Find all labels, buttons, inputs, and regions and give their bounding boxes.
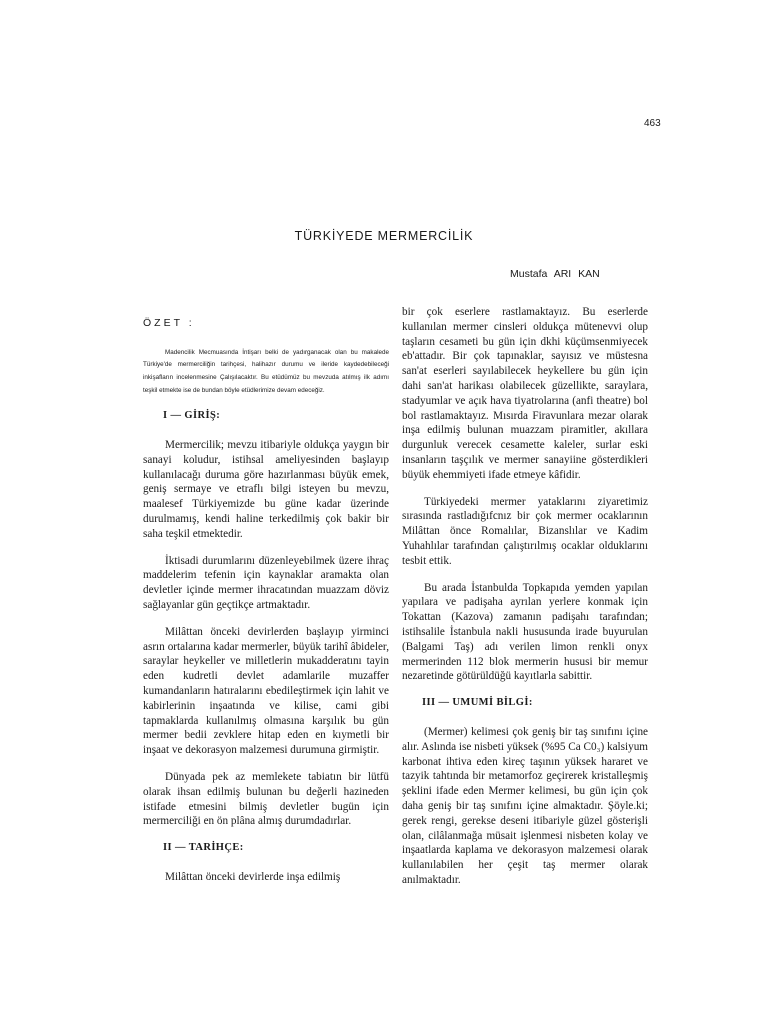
right-column xyxy=(402,305,648,900)
paragraph: Mermercilik; mevzu itibariyle oldukça yaygın bir sanayi koludur, istihsal ameliyesinden başlayıp kullanılacağı duruma göre hazırlanması büyük emek, geniş sermaye ve etraflı bilgi isteyen bu mevzu, maalesef Türkiyemizde bu güne kadar üzerinde durulmamış, kendi haline terkedilmiş çok bakir bir saha teşkil etmektedir. xyxy=(143,438,389,540)
paragraph: Milâttan önceki devirlerden başlayıp yirminci asrın ortalarına kadar mermerler, büyük tarihî âbideler, saraylar heykeller ve milletlerin mukadderatını tayin eden kudretli devlet adamlarile muzaffer kumandanların hatıralarını ebedileştirmek için lahit ve kabirlerinin inşaatında ve kilise, cami gibi tapmaklarda kullanılmış olmasına karşılık bu gün mermer bedii zevklere hitap eden en kıymetli bir inşaat ve dekorasyon malzemesi durumuna girmiştir. xyxy=(143,625,389,757)
article-title: TÜRKİYEDE MERMERCİLİK xyxy=(294,229,474,243)
section-heading-umumi-bilgi: III — UMUMİ BİLGİ: xyxy=(422,697,533,709)
section-heading-tarihce: II — TARİHÇE: xyxy=(163,842,244,854)
author-name: Mustafa ARI KAN xyxy=(510,268,600,280)
left-column xyxy=(143,312,389,897)
paragraph: Milâttan önceki devirlerde inşa edilmiş xyxy=(165,870,341,883)
paragraph: Türkiyedeki mermer yataklarını ziyaretimiz sırasında rastladığıfcnız bir çok mermer ocaklarının Milâttan önce Romalılar, Bizanslılar ve Kadim Yuhahlılar tarafından çalıştırılmış ocaklar olduklarını tesbit ettik. xyxy=(402,495,648,567)
abstract-heading: ÖZET : xyxy=(143,317,195,329)
section-heading-giris: I — GİRİŞ: xyxy=(163,410,221,422)
paragraph: İktisadi durumlarını düzenleyebilmek üzere ihraç maddelerim tefenin için kaynaklar aramakta olan devletler içinde mermer ihracatından muazzam döviz sağlayanlar gün geçtikçe artmaktadır. xyxy=(143,554,389,611)
paragraph: bir çok eserlere rastlamaktayız. Bu eserlerde kullanılan mermer cinsleri oldukça mütenevvi olup taşların cesameti bu gün için dkhi küçümsenmiyecek eb'attadır. Bir çok tapınaklar, sayısız ve müstesna san'at eserleri sayılabilecek heykellere bu gün için dahi san'at harikası olabilecek güzellikte, saraylara, stadyumlar ve açık hava tiyatrolarına (anfi theatre) bol bol rastlamaktayız. Mısırda Firavunlara mezar olarak inşa edilmiş bulunan muazzam piramitler, akıllara durgunluk verecek cesamette kaleler, surlar eski insanların taşçılık ve mermer sanayiine gösterdikleri büyük ehemmiyeti ifade etmeye kâfidir. xyxy=(402,306,648,481)
page-number: 463 xyxy=(644,118,661,129)
paragraph: Bu arada İstanbulda Topkapıda yemden yapılan yapılara ve padişaha ayrılan yerlere konmak için Tokattan (Kazova) zamanın padişahı tarafından; istihsalile İstanbula nakli hususunda irade buyurulan (Balgami Taş) adı verilen limon renkli onyx mermerinden 112 blok mermerin hususi bir memur nezaretinde götürüldüğü kayıtlarla sabittir. xyxy=(402,581,648,683)
paragraph: (Mermer) kelimesi çok geniş bir taş sınıfını içine alır. Aslında ise nisbeti yüksek (%95 Ca C0₃) kalsiyum karbonat ihtiva eden kireç taşının yüksek hararet ve tazyik tahtında bir metamorfoz geçirerek kristalleşmiş şeklini ifade eden Mermer kelimesi, bu gün için çok daha geniş bir taş sınıfını içine almaktadır. Şöyle.ki; gerek rengi, gerekse deseni itibariyle güzel gösterişli olan, cilâlanmağa müsait işlenmesi nisbeten kolay ve inşaatlarda kaplama ve dekorasyon malzemesi olarak kullanılabilen her çeşit taş mermer olarak anılmaktadır. xyxy=(402,725,648,886)
abstract-text: Madencilik Mecmuasında İntişarı belki de yadırganacak olan bu makalede Türkiye'de mermerciliğin tarihçesi, halihazır durumu ve ileride kaydedebileceği inkişafların incelenmesine Çalışılacaktır. Bu etüdümüz bu mevzuda atılmış ilk adımı teşkil etmekte ise de bundan böyle etüdlerimize devam edeceğiz. xyxy=(143,348,389,394)
paragraph: Dünyada pek az memlekete tabiatın bir lütfü olarak ihsan edilmiş bulunan bu değerli hazineden istifade etmesini bilmiş devletler bugün için mermerciliği en ön plâna almış durumdadırlar. xyxy=(143,770,389,828)
